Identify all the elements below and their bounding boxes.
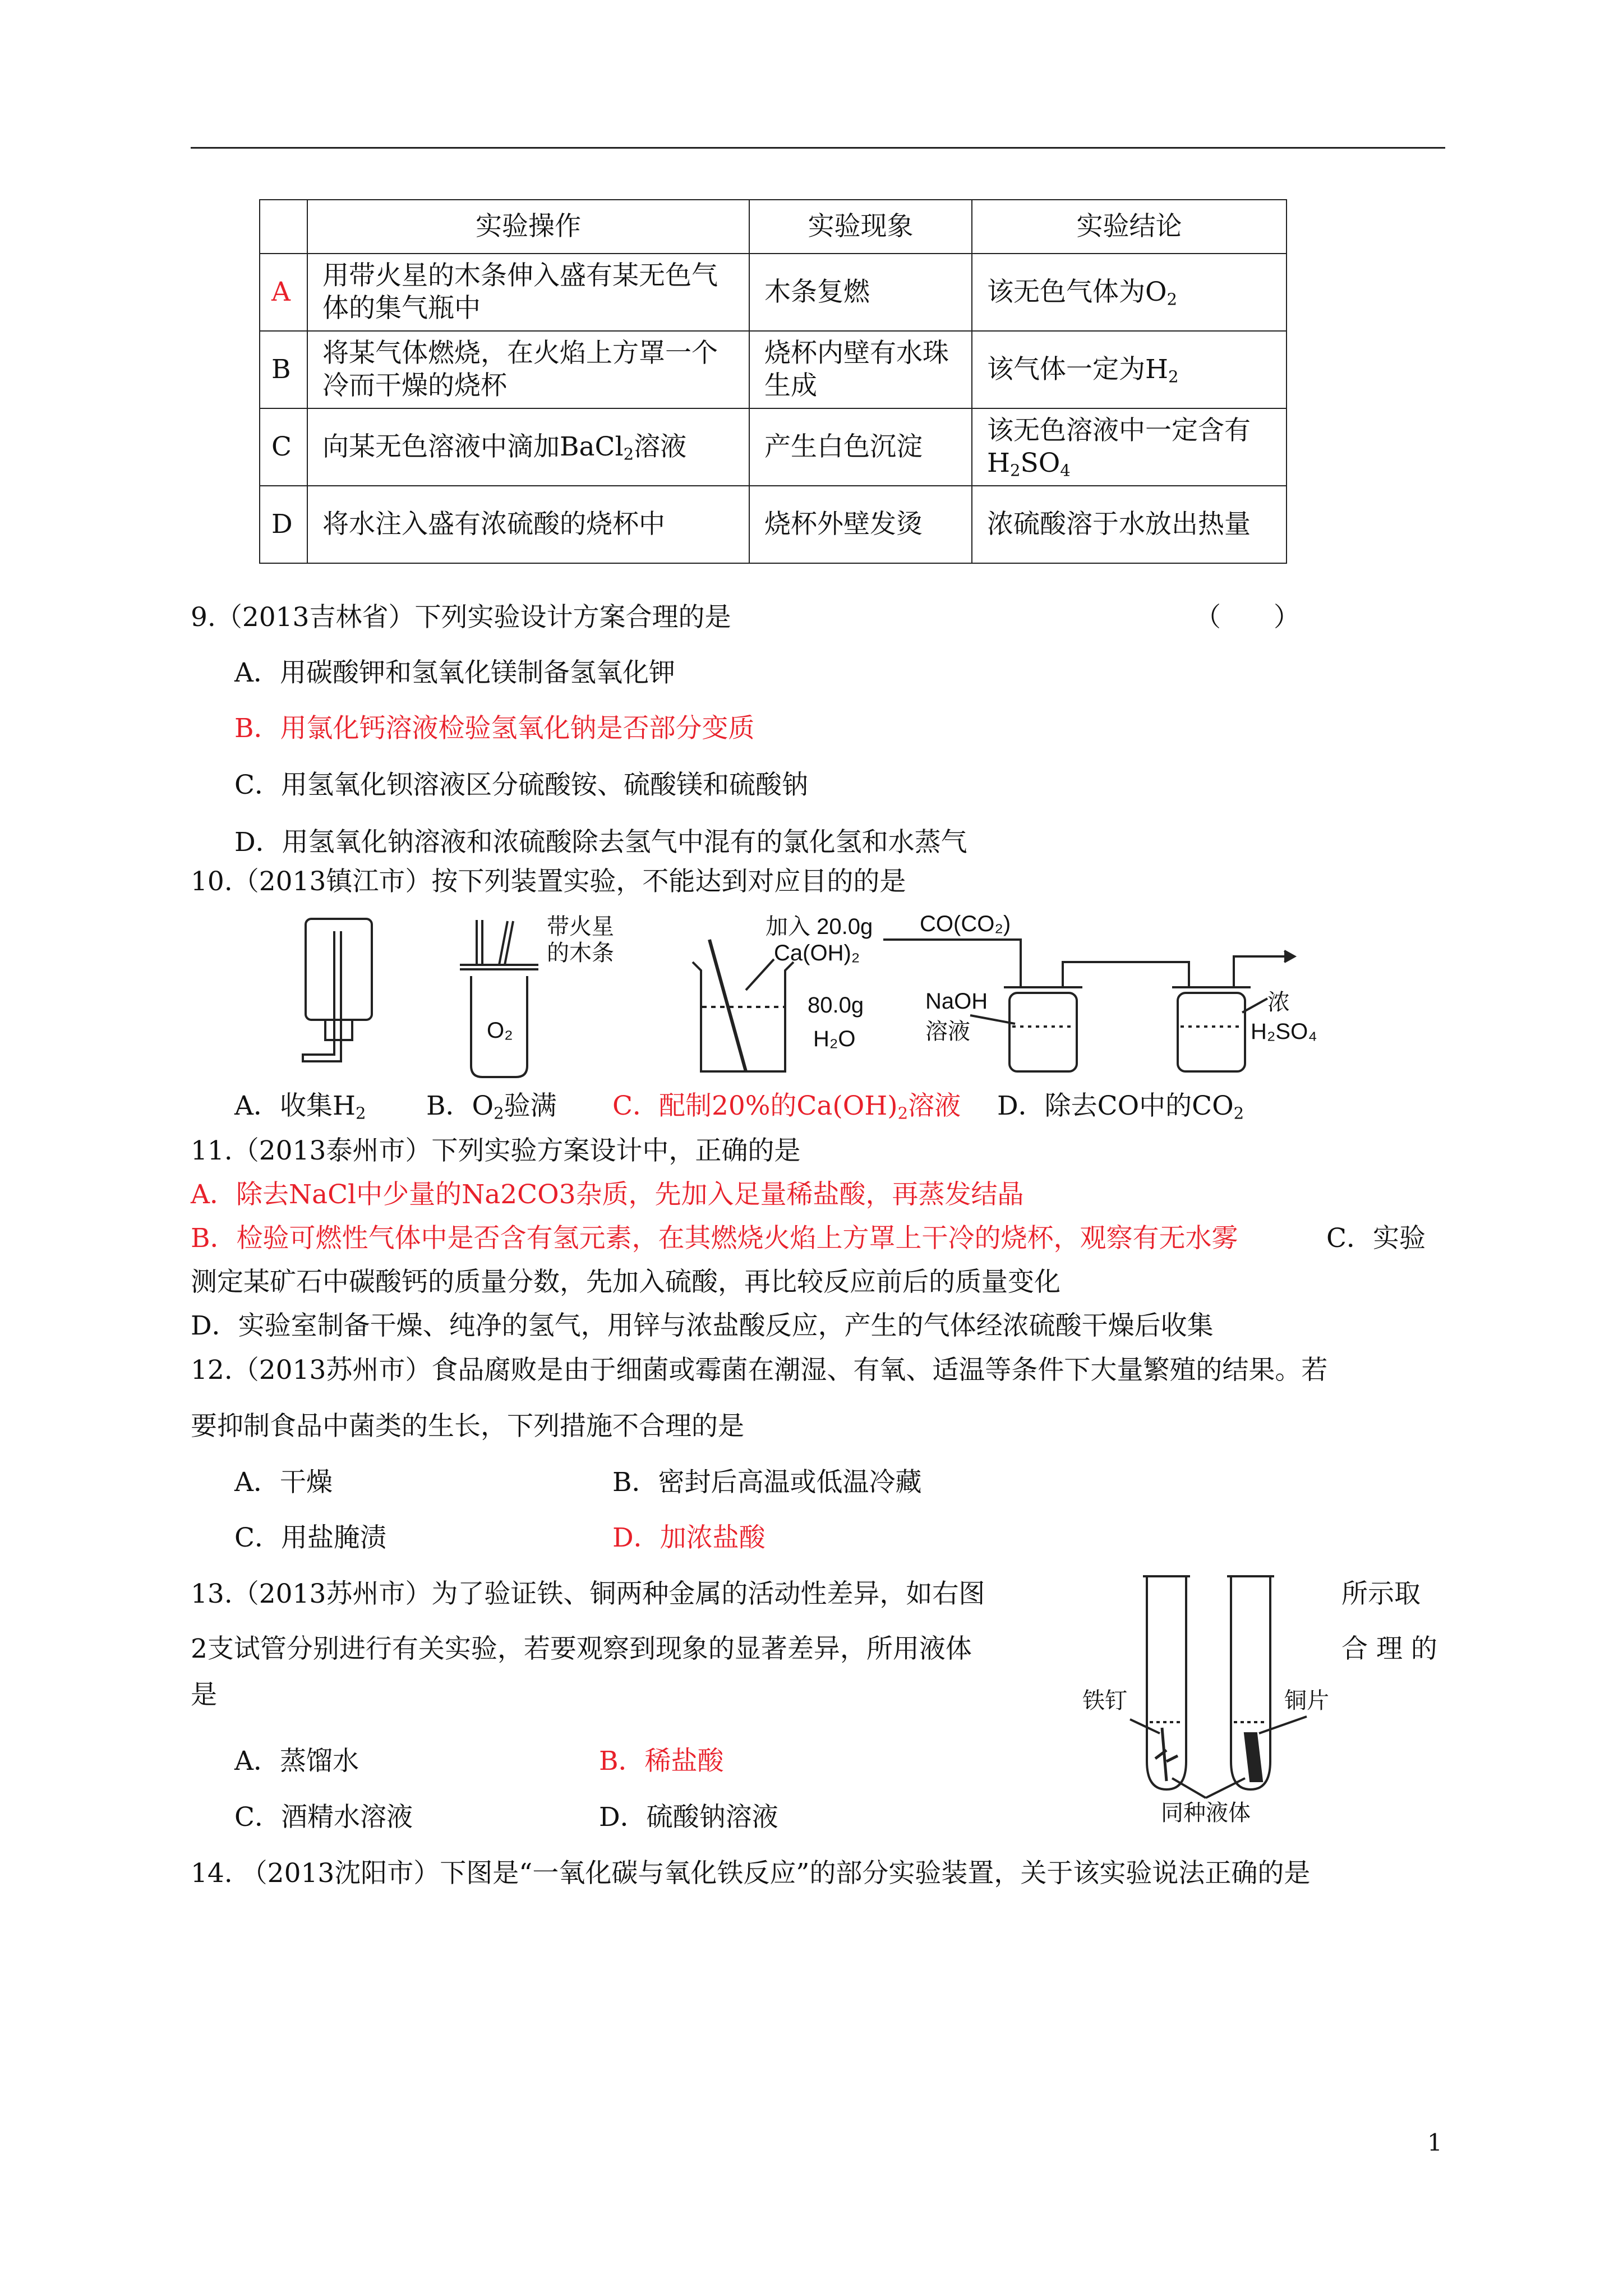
q14-stem: 14. （2013沈阳市）下图是“一氧化碳与氧化铁反应”的部分实验装置，关于该实验说法正确的是: [191, 1858, 1311, 1889]
row-operation: 将某气体燃烧，在火焰上方罩一个冷而干燥的烧杯: [307, 331, 749, 408]
fig-label: Ca(OH)₂: [774, 941, 860, 965]
text: SO: [1020, 448, 1061, 478]
q13-option-b: B．稀盐酸: [599, 1746, 724, 1777]
header-rule: [191, 147, 1445, 149]
row-phenomenon: 烧杯内壁有水珠生成: [749, 331, 972, 408]
subscript: 2: [1233, 1103, 1244, 1123]
q9-paren: （ ）: [1195, 602, 1300, 633]
q12-stem-1: 12.（2013苏州市）食品腐败是由于细菌或霉菌在潮湿、有氧、适温等条件下大量繁殖的结果。若: [191, 1355, 1328, 1386]
q9-option-b: B．用氯化钙溶液检验氢氧化钠是否部分变质: [234, 713, 755, 744]
table-row: [260, 408, 1287, 486]
q10-option-a: [234, 1089, 366, 1123]
fig-label: H₂SO₄: [1251, 1019, 1317, 1044]
test-tube-iron: [1143, 1576, 1190, 1789]
q10-option-c: [612, 1089, 961, 1123]
row-key: D: [260, 486, 307, 563]
row-key: A: [260, 254, 307, 331]
row-operation: 将水注入盛有浓硫酸的烧杯中: [307, 486, 749, 563]
q10-option-b: [426, 1089, 557, 1123]
q11-option-c-cont: 测定某矿石中碳酸钙的质量分数，先加入硫酸，再比较反应前后的质量变化: [191, 1267, 1061, 1297]
q13-stem-2-tail: 合 理 的: [1341, 1634, 1437, 1664]
subscript: 2: [897, 1103, 909, 1123]
q9-option-a: A．用碳酸钾和氢氧化镁制备氢氧化钾: [234, 657, 675, 688]
q11-option-c-start: C．实验: [1326, 1223, 1426, 1254]
fig-label: 80.0g: [808, 993, 864, 1018]
table-header-cell: 实验现象: [749, 200, 972, 254]
row-operation: [307, 408, 749, 486]
fig-label: 溶液: [925, 1019, 970, 1044]
text: 该无色溶液中一定含有H: [987, 415, 1251, 478]
page-number: 1: [1427, 2129, 1442, 2156]
fig-label: 铁钉: [1082, 1688, 1127, 1713]
subscript: 2: [623, 444, 634, 464]
text: 验满: [504, 1091, 557, 1121]
experiment-table: [259, 199, 1287, 564]
q12-option-c: C．用盐腌渍: [234, 1522, 386, 1553]
row-phenomenon: 木条复燃: [749, 254, 972, 331]
fig-label: 铜片: [1284, 1688, 1329, 1713]
row-conclusion: [972, 408, 1287, 486]
q13-stem-2: 2支试管分别进行有关实验，若要观察到现象的显著差异，所用液体: [191, 1634, 972, 1664]
text: C．配制20%的Ca(OH): [612, 1091, 898, 1121]
q11-option-a: A．除去NaCl中少量的Na2CO3杂质，先加入足量稀盐酸，再蒸发结晶: [191, 1179, 1024, 1210]
text: D．除去CO中的CO: [997, 1091, 1234, 1121]
q9-stem: 9.（2013吉林省）下列实验设计方案合理的是: [191, 602, 731, 633]
fig-label: CO(CO₂): [920, 912, 1011, 936]
q13-stem-1-tail: 所示取: [1341, 1579, 1421, 1609]
row-conclusion: [972, 254, 1287, 331]
q9-option-d: D．用氢氧化钠溶液和浓硫酸除去氢气中混有的氯化氢和水蒸气: [234, 827, 967, 858]
subscript: 2: [494, 1103, 504, 1123]
fig-label: 带火星: [547, 914, 614, 939]
apparatus-a-bottle: [303, 919, 372, 1061]
q10-apparatus-figure: [280, 909, 1346, 1088]
q10-option-d: [997, 1089, 1244, 1123]
text: 溶液: [634, 431, 687, 462]
q13-option-d: D．硫酸钠溶液: [599, 1802, 778, 1833]
q13-option-a: A．蒸馏水: [234, 1746, 359, 1777]
q12-option-a: A．干燥: [234, 1467, 333, 1498]
fig-label: 浓: [1267, 990, 1290, 1015]
table-header-cell: [260, 200, 307, 254]
q12-option-b: B．密封后高温或低温冷藏: [612, 1467, 922, 1498]
text: 向某无色溶液中滴加BaCl: [322, 431, 624, 462]
subscript: 2: [1010, 461, 1021, 480]
q11-option-d: D．实验室制备干燥、纯净的氢气，用锌与浓盐酸反应，产生的气体经浓硫酸干燥后收集: [191, 1310, 1214, 1341]
text: B．O: [426, 1091, 494, 1121]
row-phenomenon: 产生白色沉淀: [749, 408, 972, 486]
fig-label: H₂O: [813, 1027, 856, 1051]
row-conclusion: 浓硫酸溶于水放出热量: [972, 486, 1287, 563]
text: 该无色气体为O: [987, 277, 1167, 307]
table-row: [260, 331, 1287, 408]
table-row: [260, 254, 1287, 331]
q11-option-b: B．检验可燃性气体中是否含有氢元素，在其燃烧火焰上方罩上干冷的烧杯，观察有无水雾: [191, 1223, 1238, 1254]
row-operation: 用带火星的木条伸入盛有某无色气体的集气瓶中: [307, 254, 749, 331]
text: A．收集H: [234, 1091, 356, 1121]
fig-label: 的木条: [547, 941, 614, 965]
q11-stem: 11.（2013泰州市）下列实验方案设计中，正确的是: [191, 1135, 801, 1166]
q13-stem-3: 是: [191, 1680, 217, 1710]
q13-option-c: C．酒精水溶液: [234, 1802, 413, 1833]
subscript: 4: [1060, 461, 1071, 480]
row-key: B: [260, 331, 307, 408]
fig-label: O₂: [487, 1018, 513, 1043]
table-header-cell: 实验结论: [972, 200, 1287, 254]
q12-stem-2: 要抑制食品中菌类的生长，下列措施不合理的是: [191, 1411, 744, 1442]
q13-stem-1: 13.（2013苏州市）为了验证铁、铜两种金属的活动性差异，如右图: [191, 1579, 985, 1609]
fig-label: 加入 20.0g: [766, 914, 873, 939]
subscript: 2: [1168, 367, 1179, 386]
test-tube-copper: [1227, 1576, 1274, 1789]
table-header-row: [260, 200, 1287, 254]
q10-stem: 10.（2013镇江市）按下列装置实验，不能达到对应目的的是: [191, 866, 906, 897]
text: 该气体一定为H: [987, 354, 1168, 385]
subscript: 2: [1166, 289, 1178, 309]
table-row: [260, 486, 1287, 563]
q9-option-c: C．用氢氧化钡溶液区分硫酸铵、硫酸镁和硫酸钠: [234, 770, 808, 800]
row-phenomenon: 烧杯外壁发烫: [749, 486, 972, 563]
apparatus-b-bottle: [460, 920, 538, 1077]
text: 溶液: [908, 1091, 961, 1121]
q12-option-d: D．加浓盐酸: [612, 1522, 766, 1553]
row-conclusion: [972, 331, 1287, 408]
subscript: 2: [355, 1103, 366, 1123]
fig-label: 同种液体: [1161, 1801, 1251, 1823]
table-header-cell: 实验操作: [307, 200, 749, 254]
q13-test-tubes-figure: [1077, 1565, 1346, 1823]
fig-label: NaOH: [925, 989, 988, 1014]
row-key: C: [260, 408, 307, 486]
